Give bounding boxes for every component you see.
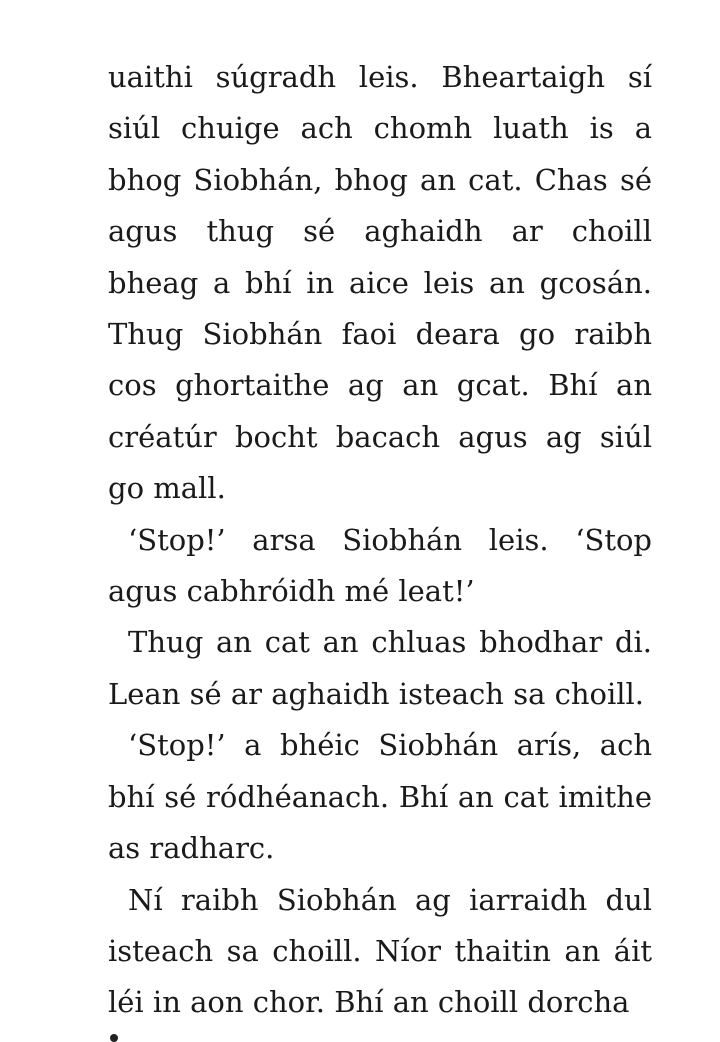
body-text [108,52,652,1029]
paragraph-1: uaithi súgradh leis. Bheartaigh sí siúl chuige ach chomh luath is a bhog Siobhán, bhog an cat. Chas sé agus thug sé aghaidh ar choill bheag a bhí in aice leis an gcosán. Thug Siobhán faoi deara go raibh cos ghortaithe ag an gcat. Bhí an créatúr bocht bacach agus ag siúl go mall. [108,60,652,506]
paragraph-4: ‘Stop!’ a bhéic Siobhán arís, ach bhí sé ródhéanach. Bhí an cat imithe as radharc. [108,728,652,866]
paragraph-5: Ní raibh Siobhán ag iarraidh dul isteach sa choill. Níor thaitin an áit léi in aon chor. Bhí an choill dorcha [108,882,652,1020]
paragraph-3: Thug an cat an chluas bhodhar di. Lean sé ar aghaidh isteach sa choill. [108,625,652,711]
page-edge-mark [110,1034,118,1042]
paragraph-2: ‘Stop!’ arsa Siobhán leis. ‘Stop agus cabhróidh mé leat!’ [108,522,652,609]
